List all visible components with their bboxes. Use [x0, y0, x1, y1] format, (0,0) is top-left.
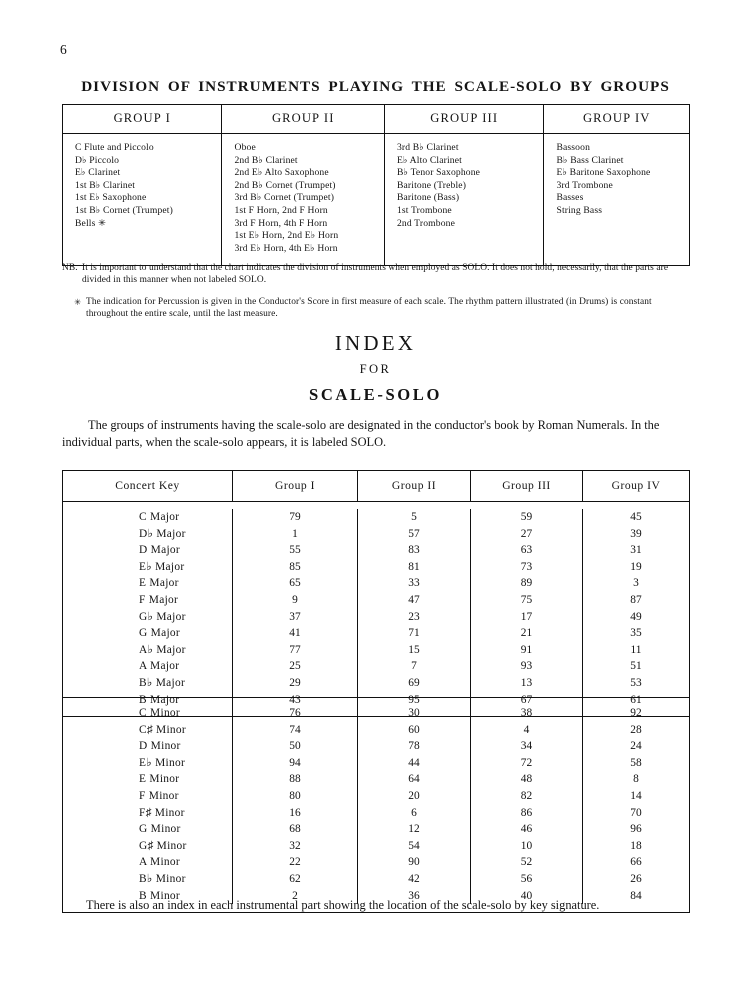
- instrument-item: 3rd F Horn, 4th F Horn: [234, 217, 328, 229]
- cell-group-1: 55: [233, 542, 358, 559]
- cell-group-1: 43: [233, 692, 358, 709]
- major-table-body: [63, 502, 689, 716]
- table-row: [63, 821, 689, 838]
- cell-group-3: 82: [471, 788, 583, 805]
- cell-group-2: 23: [358, 609, 471, 626]
- cell-group-3: 40: [471, 888, 583, 905]
- division-of-instruments-table: [62, 104, 690, 266]
- cell-group-1: 65: [233, 575, 358, 592]
- major-keys-index-table: [62, 470, 690, 717]
- header-group-3: Group III: [471, 471, 583, 501]
- instrument-item: 3rd Trombone: [556, 179, 613, 191]
- cell-group-3: 86: [471, 805, 583, 822]
- instrument-item: Baritone (Bass): [396, 192, 460, 204]
- division-table-title: DIVISION OF INSTRUMENTS PLAYING THE SCALE-SOLO BY GROUPS: [81, 78, 670, 95]
- division-header-group-1: GROUP I: [63, 105, 222, 133]
- note-nb-label: NB.: [62, 263, 78, 273]
- minor-table-body: [63, 698, 689, 912]
- table-row: [63, 526, 689, 543]
- instrument-item: Bells ✳: [75, 217, 107, 229]
- division-header-group-2: GROUP II: [222, 105, 384, 133]
- cell-group-3: 34: [471, 738, 583, 755]
- cell-group-1: 2: [233, 888, 358, 905]
- instrument-item: Basses: [556, 192, 584, 204]
- cell-group-4: 84: [630, 889, 642, 902]
- division-cell-group-1: [63, 134, 222, 265]
- instrument-item: Baritone (Treble): [396, 179, 467, 191]
- table-row: [63, 788, 689, 805]
- table-row: [63, 542, 689, 559]
- cell-group-2: 95: [358, 692, 471, 709]
- cell-group-4: 51: [630, 660, 642, 673]
- note-asterisk: [62, 296, 696, 321]
- note-asterisk-text: The indication for Percussion is given in the Conductor's Score in first measure of each scale. The rhythm pattern illustrated (in Drums) is constant throughout the entire scale, until the last measure.: [86, 296, 652, 320]
- table-row: [63, 838, 689, 855]
- cell-group-3: 89: [471, 575, 583, 592]
- cell-concert-key: A Major: [63, 658, 233, 675]
- cell-group-1: 88: [233, 771, 358, 788]
- table-row: [63, 771, 689, 788]
- cell-group-2: 69: [358, 675, 471, 692]
- asterisk-icon: ✳: [74, 296, 82, 307]
- cell-group-1: 80: [233, 788, 358, 805]
- cell-group-1: 50: [233, 738, 358, 755]
- cell-concert-key: F Minor: [63, 788, 233, 805]
- cell-group-1: 76: [233, 705, 358, 722]
- cell-group-2: 30: [358, 705, 471, 722]
- cell-concert-key: C Major: [63, 509, 233, 526]
- cell-group-2: 71: [358, 625, 471, 642]
- cell-concert-key: E♭ Minor: [63, 755, 233, 772]
- division-cell-group-2: [222, 134, 384, 265]
- instrument-item: 1st F Horn, 2nd F Horn: [234, 204, 328, 216]
- cell-group-1: 74: [233, 722, 358, 739]
- cell-group-4: 14: [630, 789, 642, 802]
- cell-group-4: 49: [630, 610, 642, 623]
- table-row: [63, 871, 689, 888]
- cell-group-4: 8: [633, 773, 639, 786]
- table-row: [63, 755, 689, 772]
- instrument-item: 2nd E♭ Alto Saxophone: [234, 167, 329, 179]
- cell-group-3: 4: [471, 722, 583, 739]
- cell-concert-key: B Major: [63, 692, 233, 709]
- cell-group-3: 13: [471, 675, 583, 692]
- cell-group-1: 32: [233, 838, 358, 855]
- instrument-item: E♭ Alto Clarinet: [396, 154, 462, 166]
- instrument-item: D♭ Piccolo: [75, 154, 120, 166]
- cell-group-4: 35: [630, 627, 642, 640]
- cell-group-3: 21: [471, 625, 583, 642]
- table-row: [63, 559, 689, 576]
- cell-group-2: 47: [358, 592, 471, 609]
- instrument-item: B♭ Tenor Saxophone: [396, 167, 481, 179]
- cell-group-4: 26: [630, 872, 642, 885]
- cell-concert-key: D♭ Major: [63, 526, 233, 543]
- instrument-item: 2nd Trombone: [396, 217, 456, 229]
- cell-group-3: 67: [471, 692, 583, 709]
- cell-group-1: 25: [233, 658, 358, 675]
- cell-group-2: 15: [358, 642, 471, 659]
- table-row: [63, 805, 689, 822]
- cell-group-4: 70: [630, 806, 642, 819]
- table-row: [63, 625, 689, 642]
- cell-group-4: 66: [630, 856, 642, 869]
- index-for-label: FOR: [359, 362, 392, 376]
- cell-group-1: 16: [233, 805, 358, 822]
- cell-group-2: 6: [358, 805, 471, 822]
- instrument-item: 2nd B♭ Cornet (Trumpet): [234, 179, 336, 191]
- cell-group-3: 59: [471, 509, 583, 526]
- cell-group-2: 81: [358, 559, 471, 576]
- cell-group-4: 18: [630, 839, 642, 852]
- cell-group-2: 12: [358, 821, 471, 838]
- cell-group-2: 5: [358, 509, 471, 526]
- cell-group-3: 63: [471, 542, 583, 559]
- instrument-item: E♭ Clarinet: [75, 167, 121, 179]
- cell-group-2: 7: [358, 658, 471, 675]
- major-table-header-row: [63, 471, 689, 502]
- cell-group-3: 48: [471, 771, 583, 788]
- header-group-2: Group II: [358, 471, 471, 501]
- cell-group-4: 19: [630, 560, 642, 573]
- cell-group-4: 45: [630, 511, 642, 523]
- table-row: [63, 642, 689, 659]
- cell-group-2: 90: [358, 854, 471, 871]
- instrument-item: 2nd B♭ Clarinet: [234, 154, 298, 166]
- instrument-item: String Bass: [556, 204, 603, 216]
- cell-concert-key: B♭ Minor: [63, 871, 233, 888]
- instrument-item: E♭ Baritone Saxophone: [556, 167, 651, 179]
- header-concert-key: Concert Key: [63, 471, 233, 501]
- cell-group-2: 33: [358, 575, 471, 592]
- cell-concert-key: E Minor: [63, 771, 233, 788]
- cell-group-2: 20: [358, 788, 471, 805]
- footnotes: [62, 262, 696, 321]
- instrument-item: 3rd B♭ Clarinet: [396, 142, 459, 153]
- note-nb-text: It is important to understand that the chart indicates the division of instruments when employed as SOLO. It does not hold, necessarily, that the parts are divided in this manner when not labeled SOLO.: [82, 263, 669, 286]
- division-header-group-3: GROUP III: [385, 105, 544, 133]
- cell-group-3: 93: [471, 658, 583, 675]
- cell-group-4: 3: [633, 577, 639, 590]
- cell-group-4: 39: [630, 527, 642, 540]
- cell-group-4: 87: [630, 593, 642, 606]
- cell-group-2: 44: [358, 755, 471, 772]
- cell-group-1: 29: [233, 675, 358, 692]
- cell-concert-key: C♯ Minor: [63, 722, 233, 739]
- cell-concert-key: G♯ Minor: [63, 838, 233, 855]
- cell-group-2: 57: [358, 526, 471, 543]
- cell-concert-key: E♭ Major: [63, 559, 233, 576]
- division-cell-group-3: [385, 134, 544, 265]
- table-row: [63, 592, 689, 609]
- cell-concert-key: F Major: [63, 592, 233, 609]
- instrument-item: C Flute and Piccolo: [75, 142, 154, 153]
- cell-group-4: 58: [630, 756, 642, 769]
- cell-group-1: 85: [233, 559, 358, 576]
- instrument-item: 1st E♭ Saxophone: [75, 192, 147, 204]
- cell-group-3: 73: [471, 559, 583, 576]
- division-table-body: [63, 134, 689, 265]
- instrument-item: 1st B♭ Cornet (Trumpet): [75, 204, 173, 216]
- cell-concert-key: B♭ Major: [63, 675, 233, 692]
- instrument-item: 3rd E♭ Horn, 4th E♭ Horn: [234, 242, 338, 254]
- cell-concert-key: G Minor: [63, 821, 233, 838]
- note-nb: [62, 262, 696, 287]
- cell-group-1: 77: [233, 642, 358, 659]
- cell-concert-key: D Minor: [63, 738, 233, 755]
- division-cell-group-4: [544, 134, 689, 265]
- cell-group-3: 10: [471, 838, 583, 855]
- cell-group-2: 83: [358, 542, 471, 559]
- cell-group-2: 36: [358, 888, 471, 905]
- instrument-item: 1st E♭ Horn, 2nd E♭ Horn: [234, 230, 339, 242]
- cell-group-2: 64: [358, 771, 471, 788]
- cell-group-2: 60: [358, 722, 471, 739]
- instrument-item: Bassoon: [556, 142, 591, 153]
- cell-group-2: 42: [358, 871, 471, 888]
- cell-concert-key: G♭ Major: [63, 609, 233, 626]
- index-intro-paragraph: The groups of instruments having the scale-solo are designated in the conductor's book by Roman Numerals. In the individual parts, when the scale-solo appears, it is labeled SOLO.: [62, 418, 660, 449]
- cell-group-2: 78: [358, 738, 471, 755]
- cell-group-2: 54: [358, 838, 471, 855]
- cell-group-4: 92: [630, 707, 642, 719]
- cell-group-1: 79: [233, 509, 358, 526]
- cell-group-3: 56: [471, 871, 583, 888]
- table-row: [63, 509, 689, 526]
- instrument-item: 1st Trombone: [396, 204, 452, 216]
- cell-group-3: 27: [471, 526, 583, 543]
- table-row: [63, 722, 689, 739]
- table-row: [63, 738, 689, 755]
- header-group-1: Group I: [233, 471, 358, 501]
- cell-group-1: 1: [233, 526, 358, 543]
- division-table-header-row: [63, 105, 689, 134]
- cell-group-3: 38: [471, 705, 583, 722]
- cell-concert-key: A Minor: [63, 854, 233, 871]
- instrument-item: 3rd B♭ Cornet (Trumpet): [234, 192, 335, 204]
- cell-group-4: 96: [630, 823, 642, 836]
- cell-concert-key: D Major: [63, 542, 233, 559]
- cell-group-3: 75: [471, 592, 583, 609]
- cell-group-1: 41: [233, 625, 358, 642]
- instrument-item: Oboe: [234, 142, 256, 153]
- cell-concert-key: E Major: [63, 575, 233, 592]
- division-header-group-4: GROUP IV: [582, 111, 651, 125]
- cell-group-4: 53: [630, 676, 642, 689]
- cell-group-1: 68: [233, 821, 358, 838]
- cell-group-3: 91: [471, 642, 583, 659]
- index-outro-paragraph: There is also an index in each instrumental part showing the location of the scale-solo by key signature.: [86, 898, 600, 912]
- cell-concert-key: F♯ Minor: [63, 805, 233, 822]
- cell-group-1: 9: [233, 592, 358, 609]
- cell-group-1: 94: [233, 755, 358, 772]
- table-row: [63, 854, 689, 871]
- cell-group-4: 11: [630, 643, 642, 656]
- cell-concert-key: B Minor: [63, 888, 233, 905]
- instrument-item: B♭ Bass Clarinet: [556, 154, 624, 166]
- cell-group-1: 37: [233, 609, 358, 626]
- cell-concert-key: A♭ Major: [63, 642, 233, 659]
- minor-keys-index-table: [62, 697, 690, 913]
- index-heading: INDEX: [334, 331, 417, 355]
- table-row: [63, 675, 689, 692]
- instrument-item: 1st B♭ Clarinet: [75, 179, 136, 191]
- table-row: [63, 705, 689, 722]
- page-number: 6: [60, 42, 67, 57]
- cell-concert-key: G Major: [63, 625, 233, 642]
- cell-group-4: 31: [630, 544, 642, 557]
- cell-group-3: 17: [471, 609, 583, 626]
- cell-group-4: 61: [630, 693, 642, 706]
- index-subject-heading: SCALE-SOLO: [309, 385, 442, 404]
- header-group-4: Group IV: [611, 479, 661, 492]
- table-row: [63, 658, 689, 675]
- cell-group-3: 72: [471, 755, 583, 772]
- cell-group-1: 22: [233, 854, 358, 871]
- cell-group-4: 28: [630, 723, 642, 736]
- table-row: [63, 575, 689, 592]
- cell-group-3: 46: [471, 821, 583, 838]
- cell-concert-key: C Minor: [63, 705, 233, 722]
- cell-group-4: 24: [630, 740, 642, 753]
- cell-group-1: 62: [233, 871, 358, 888]
- cell-group-3: 52: [471, 854, 583, 871]
- table-row: [63, 609, 689, 626]
